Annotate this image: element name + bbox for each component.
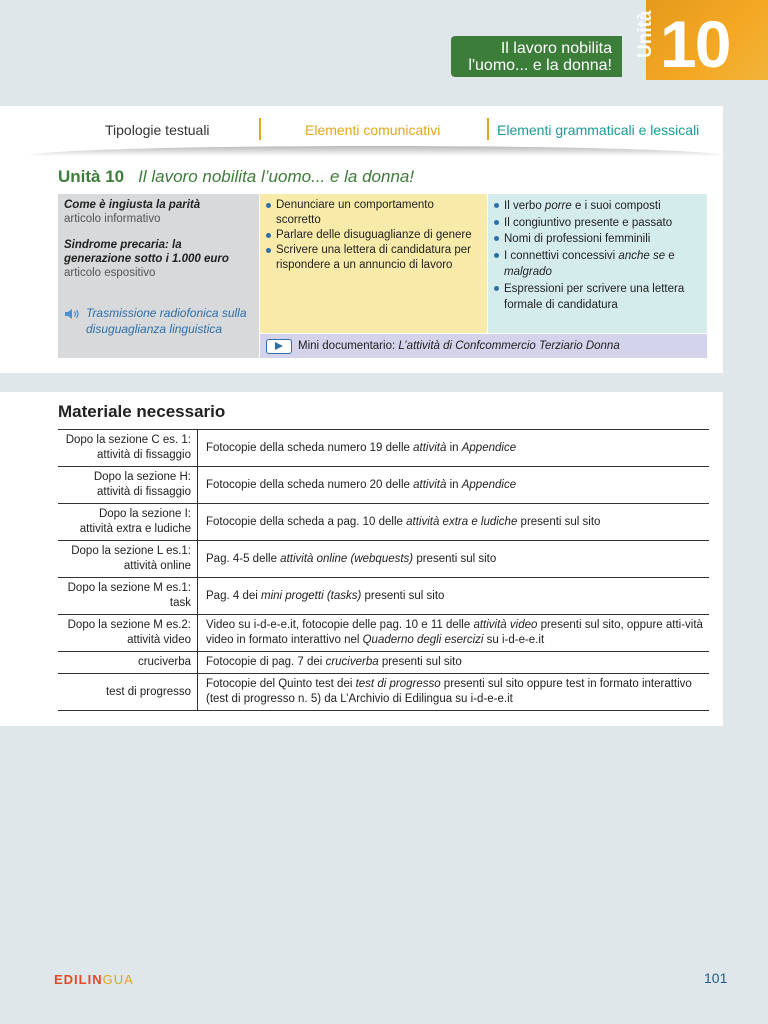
unit-label: Unità 10 [58, 167, 125, 186]
unit-overview-panel [0, 106, 723, 373]
material-row [58, 504, 709, 541]
material-when: Dopo la sezione C es. 1: attività di fissaggio [58, 430, 198, 467]
material-what: Fotocopie del Quinto test dei test di progresso presenti sul sito oppure test in formato interattivo (test di progresso n. 5) da L’Archivio di Edilingua su i-d-e-e.it [198, 674, 710, 711]
text-entry [64, 238, 250, 280]
material-what: Pag. 4 dei mini progetti (tasks) presenti sul sito [198, 578, 710, 615]
materials-title: Materiale necessario [58, 402, 226, 421]
unit-heading [58, 167, 414, 187]
page-number: 101 [704, 970, 728, 986]
speaker-icon [64, 308, 82, 320]
communicative-item: Scrivere una lettera di candidatura per rispondere a un annuncio di lavoro [266, 243, 481, 273]
material-what: Fotocopie della scheda a pag. 10 delle attività extra e ludiche presenti sul sito [198, 504, 710, 541]
text-type: articolo espositivo [64, 267, 156, 279]
material-row [58, 674, 709, 711]
material-when: Dopo la sezione H: attività di fissaggio [58, 467, 198, 504]
grammar-item: I connettivi concessivi anche se e malgrado [494, 248, 701, 281]
grammar-column [488, 194, 707, 333]
text-title: Sindrome precaria: la generazione sotto i 1.000 euro [64, 239, 229, 265]
publisher-logo: EDILINGUA [54, 972, 134, 987]
material-when: Dopo la sezione M es.1: task [58, 578, 198, 615]
material-what: Pag. 4-5 delle attività online (webquests) presenti sul sito [198, 541, 710, 578]
material-what: Video su i-d-e-e.it, fotocopie delle pag. 10 e 11 delle attività video presenti sul sito, oppure atti-vità video in formato interattivo nel Quaderno degli esercizi su i-d-e-e.it [198, 615, 710, 652]
material-when: test di progresso [58, 674, 198, 711]
materials-panel [0, 392, 723, 726]
video-play-icon [266, 339, 292, 354]
materials-table [58, 429, 709, 711]
communicative-item: Denunciare un comportamento scorretto [266, 198, 481, 228]
material-row [58, 430, 709, 467]
material-row [58, 615, 709, 652]
audio-label: Trasmissione radiofonica sulla disuguaglianza linguistica [86, 306, 247, 336]
material-what: Fotocopie della scheda numero 19 delle attività in Appendice [198, 430, 710, 467]
material-row [58, 652, 709, 674]
header-text-types: Tipologie testuali [105, 122, 210, 138]
material-when: Dopo la sezione M es.2: attività video [58, 615, 198, 652]
unit-word: Unità [635, 10, 656, 58]
column-headers [30, 116, 724, 146]
material-row [58, 467, 709, 504]
header-communicative: Elementi comunicativi [305, 122, 441, 138]
material-when: Dopo la sezione L es.1: attività online [58, 541, 198, 578]
text-type: articolo informativo [64, 213, 161, 225]
material-what: Fotocopie della scheda numero 20 delle attività in Appendice [198, 467, 710, 504]
material-when: Dopo la sezione I: attività extra e ludiche [58, 504, 198, 541]
header-divider [259, 118, 261, 140]
communicative-column [260, 194, 487, 333]
header-grammar: Elementi grammaticali e lessicali [497, 122, 700, 138]
material-row [58, 541, 709, 578]
grammar-item: Il verbo porre e i suoi composti [494, 198, 701, 215]
material-when: cruciverba [58, 652, 198, 674]
text-entry [64, 198, 200, 226]
header-shadow [28, 146, 724, 156]
grammar-item: Espressioni per scrivere una lettera formale di candidatura [494, 281, 701, 314]
text-title: Come è ingiusta la parità [64, 199, 201, 211]
text-types-column [58, 194, 259, 358]
video-label: Mini documentario: L’attività di Confcommercio Terziario Donna [298, 340, 620, 352]
unit-title-line2: l'uomo... e la donna! [468, 57, 612, 74]
communicative-item: Parlare delle disuguaglianze di genere [266, 228, 481, 243]
unit-number: 10 [660, 7, 730, 81]
material-what: Fotocopie di pag. 7 dei cruciverba presenti sul sito [198, 652, 710, 674]
material-row [58, 578, 709, 615]
grammar-item: Nomi di professioni femminili [494, 231, 701, 248]
video-row[interactable] [260, 334, 707, 358]
grammar-item: Il congiuntivo presente e passato [494, 215, 701, 232]
unit-title-line1: Il lavoro nobilita [500, 40, 612, 57]
header-divider [487, 118, 489, 140]
unit-heading-title: Il lavoro nobilita l’uomo... e la donna! [138, 167, 415, 186]
audio-item[interactable] [64, 305, 254, 337]
unit-title-banner [451, 36, 622, 77]
